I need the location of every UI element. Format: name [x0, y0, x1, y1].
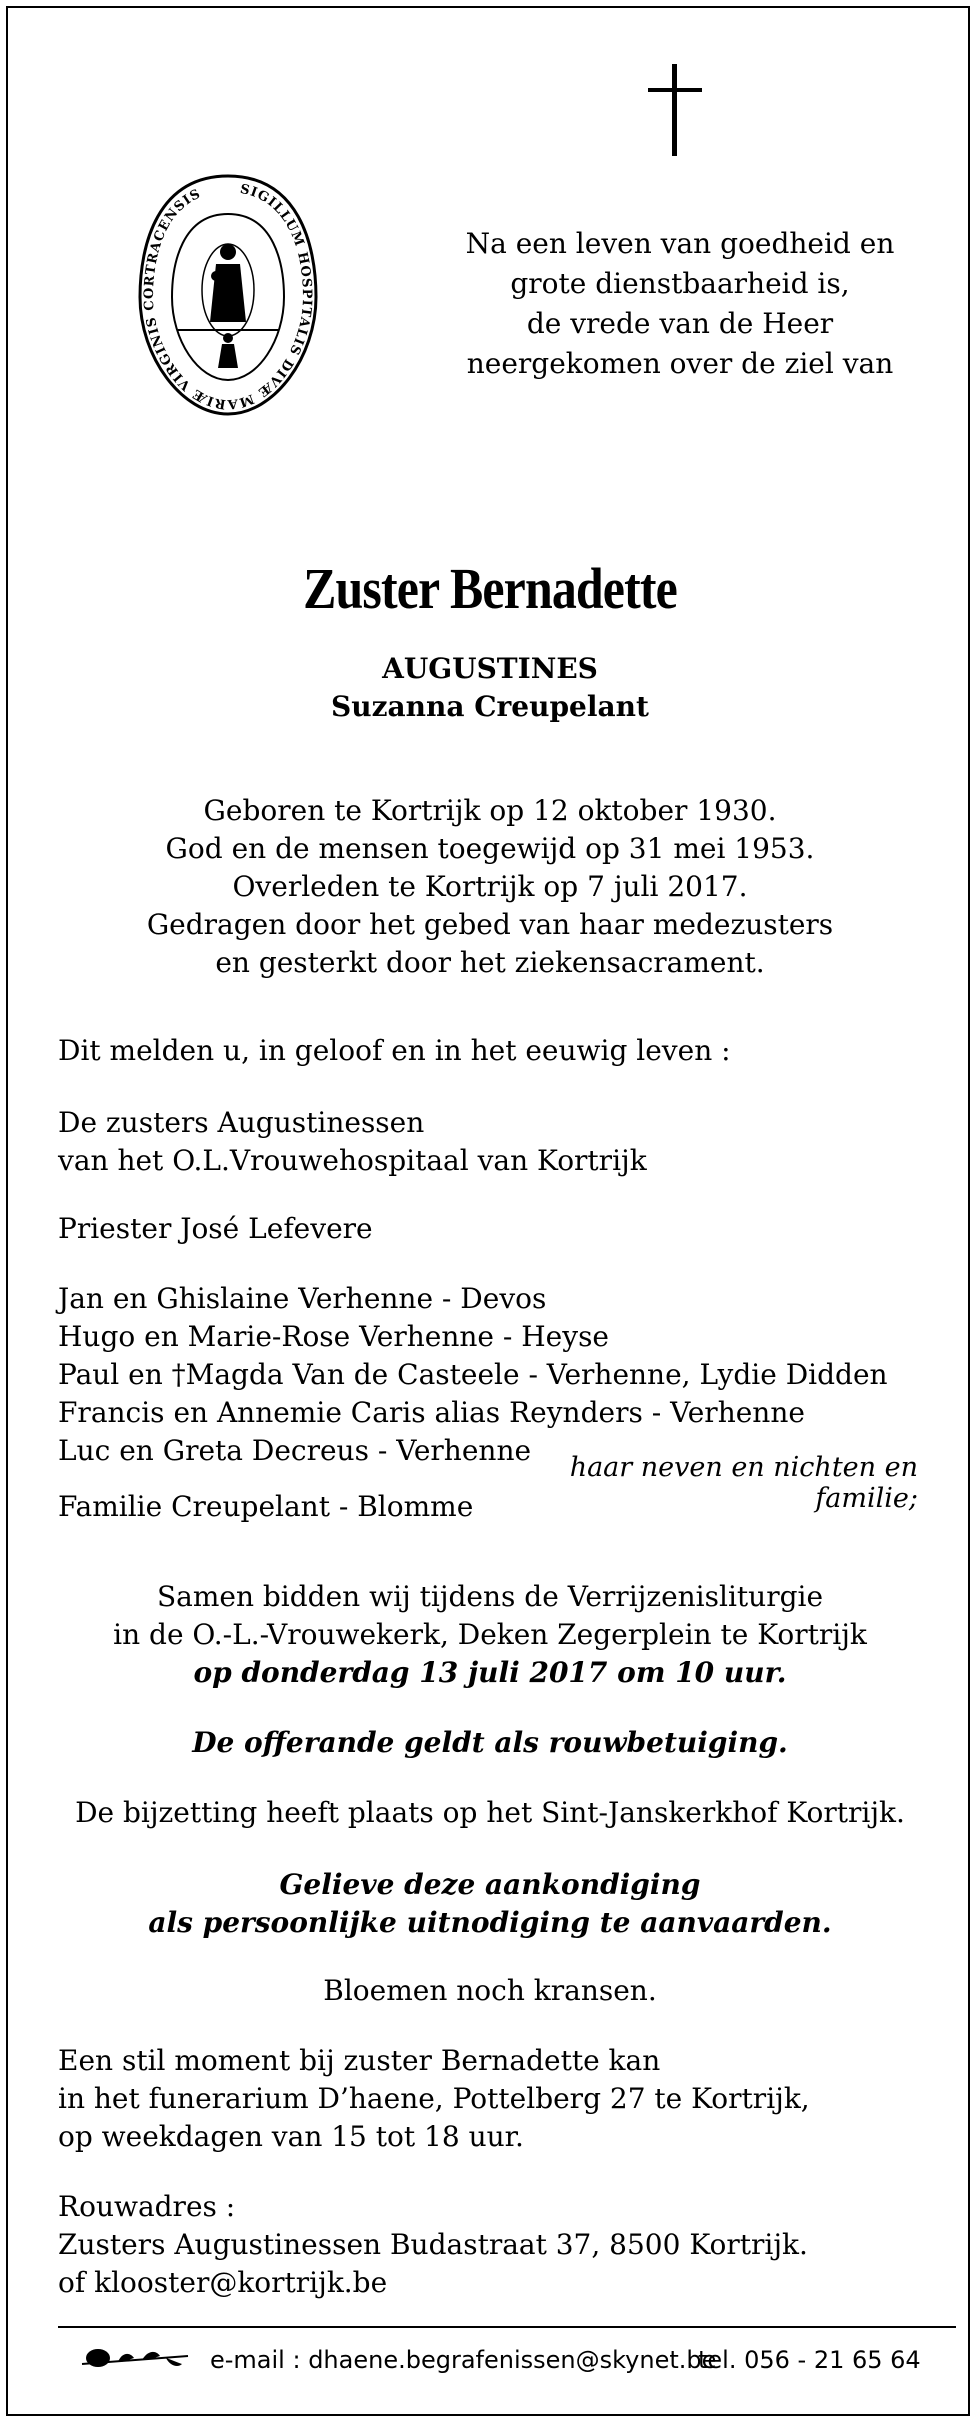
- visit-line: in het funerarium D’haene, Pottelberg 27 te Kortrijk,: [58, 2082, 810, 2115]
- civil-name: Suzanna Creupelant: [331, 690, 649, 723]
- ceremony-date: op donderdag 13 juli 2017 om 10 uur.: [193, 1656, 787, 1689]
- bio-line: Overleden te Kortrijk op 7 juli 2017.: [232, 870, 748, 903]
- footer: [70, 2336, 950, 2386]
- bio-line: en gesterkt door het ziekensacrament.: [215, 946, 765, 979]
- address-line: Zusters Augustinessen Budastraat 37, 8500 Kortrijk.: [58, 2228, 808, 2261]
- cross-icon: [640, 62, 710, 158]
- burial-note: De bijzetting heeft plaats op het Sint-Janskerkhof Kortrijk.: [75, 1796, 905, 1829]
- family: Familie Creupelant - Blomme: [58, 1490, 474, 1523]
- relatives-signature: haar neven en nichten en familie;: [569, 1452, 918, 1514]
- invitation-note: [0, 1866, 980, 1942]
- sisters-line: van het O.L.Vrouwehospitaal van Kortrijk: [58, 1144, 647, 1177]
- address-block: [58, 2188, 958, 2302]
- footer-phone: tel. 056 - 21 65 64: [698, 2346, 921, 2374]
- visit-line: Een stil moment bij zuster Bernadette kan: [58, 2044, 661, 2077]
- hospital-seal-icon: [138, 172, 318, 417]
- visit-block: [58, 2042, 958, 2156]
- rose-icon: [78, 2338, 198, 2378]
- intro-line: grote dienstbaarheid is,: [510, 267, 850, 300]
- bio-line: God en de mensen toegewijd op 31 mei 1953.: [165, 832, 815, 865]
- intro-line: neergekomen over de ziel van: [466, 347, 894, 380]
- footer-email[interactable]: e-mail : dhaene.begrafenissen@skynet.be: [210, 2346, 717, 2374]
- address-label: Rouwadres :: [58, 2190, 236, 2223]
- flowers-note: Bloemen noch kransen.: [323, 1974, 657, 2007]
- visit-line: op weekdagen van 15 tot 18 uur.: [58, 2120, 524, 2153]
- intro-verse: [420, 224, 940, 384]
- address-line: of klooster@kortrijk.be: [58, 2266, 388, 2299]
- invitation-line: als persoonlijke uitnodiging te aanvaarden.: [148, 1906, 832, 1939]
- relative-line: Francis en Annemie Caris alias Reynders - Verhenne: [58, 1396, 805, 1429]
- relative-line: Hugo en Marie-Rose Verhenne - Heyse: [58, 1320, 610, 1353]
- sisters-block: [58, 1104, 958, 1180]
- relative-line: Paul en †Magda Van de Casteele - Verhenne, Lydie Didden: [58, 1358, 888, 1391]
- sisters-line: De zusters Augustinessen: [58, 1106, 425, 1139]
- announcement: Dit melden u, in geloof en in het eeuwig leven :: [58, 1034, 731, 1067]
- intro-line: de vrede van de Heer: [526, 307, 834, 340]
- ceremony-line: in de O.-L.-Vrouwekerk, Deken Zegerplein te Kortrijk: [113, 1618, 867, 1651]
- offering-note: De offerande geldt als rouwbetuiging.: [192, 1726, 788, 1759]
- deceased-name: Zuster Bernadette: [303, 556, 677, 621]
- religious-order: [0, 650, 980, 726]
- invitation-line: Gelieve deze aankondiging: [279, 1868, 701, 1901]
- relative-line: Jan en Ghislaine Verhenne - Devos: [58, 1282, 547, 1315]
- ceremony-line: Samen bidden wij tijdens de Verrijzenisliturgie: [156, 1580, 824, 1613]
- relatives-list: [58, 1280, 958, 1470]
- bio-line: Gedragen door het gebed van haar medezusters: [146, 908, 834, 941]
- order-name: AUGUSTINES: [382, 652, 598, 685]
- footer-divider: [58, 2326, 956, 2328]
- biography: [0, 792, 980, 982]
- intro-line: Na een leven van goedheid en: [465, 227, 895, 260]
- bio-line: Geboren te Kortrijk op 12 oktober 1930.: [203, 794, 777, 827]
- relative-line: Luc en Greta Decreus - Verhenne: [58, 1434, 532, 1467]
- seal-text: SIGILLUM HOSPITALIS DIVÆ MARIÆ VIRGINIS CORTRACENSIS: [141, 181, 315, 412]
- priest: Priester José Lefevere: [58, 1212, 373, 1245]
- ceremony-block: [0, 1578, 980, 1692]
